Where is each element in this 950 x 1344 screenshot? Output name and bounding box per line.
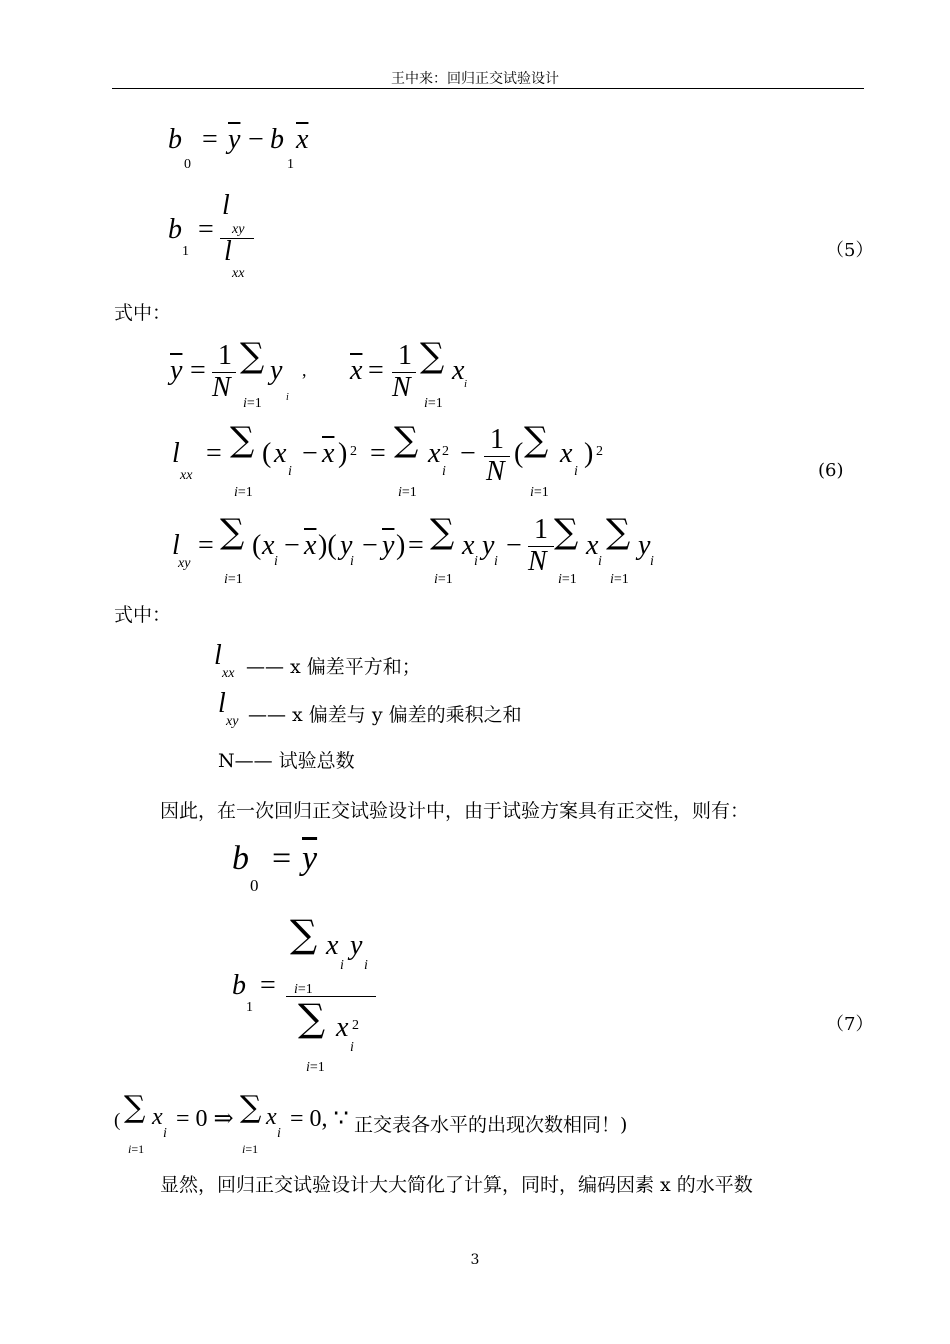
definition-N: N—— 试验总数	[218, 750, 355, 772]
page-header: 王中来：回归正交试验设计	[391, 71, 559, 87]
paragraph-simplification: 显然，回归正交试验设计大大简化了计算，同时，编码因素 x 的水平数	[160, 1174, 753, 1196]
equation-number-6: (6)	[818, 460, 844, 481]
where-label-2: 式中：	[114, 604, 172, 626]
header-rule	[112, 88, 864, 89]
where-label-1: 式中：	[114, 302, 172, 324]
page-number: 3	[470, 1252, 480, 1268]
equation-number-5: （5）	[826, 240, 874, 261]
equation-number-7: （7）	[826, 1014, 874, 1035]
paragraph-orthogonality: 因此，在一次回归正交试验设计中，由于试验方案具有正交性，则有：	[160, 800, 750, 822]
